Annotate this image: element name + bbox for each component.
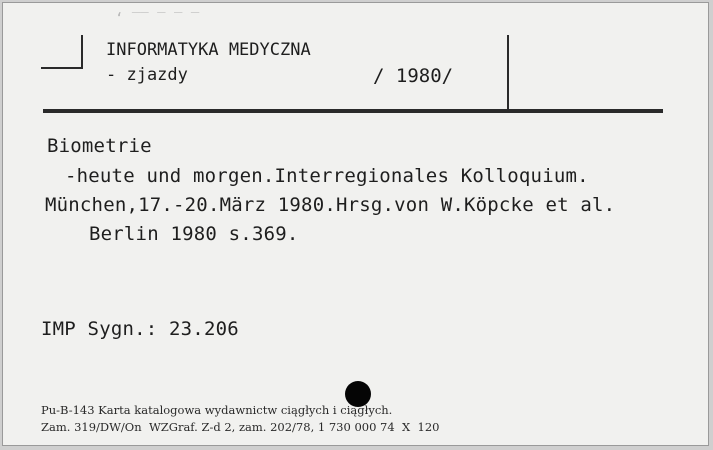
header-title: INFORMATYKA MEDYCZNA (106, 40, 311, 60)
header-year: / 1980/ (373, 65, 454, 87)
catalog-card (2, 2, 709, 446)
header-subtitle: - zjazdy (106, 65, 188, 85)
footer-line-1: Pu-B-143 Karta katalogowa wydawnictw ciągłych i ciągłych. (41, 403, 393, 417)
ghost-marks: ‘ ‾‾ ‾ ‾ ‾ (115, 11, 200, 27)
header-bottom-rule (43, 109, 663, 113)
header-left-vline (81, 35, 83, 69)
entry-line-3: München,17.-20.März 1980.Hrsg.von W.Köpcke et al. (45, 194, 616, 216)
header-right-vline (507, 35, 509, 109)
entry-line-2: -heute und morgen.Interregionales Kolloquium. (65, 165, 589, 187)
header-left-rule (41, 67, 81, 69)
entry-line-4: Berlin 1980 s.369. (89, 223, 299, 245)
signature: IMP Sygn.: 23.206 (41, 318, 239, 340)
footer-line-2: Zam. 319/DW/On WZGraf. Z-d 2, zam. 202/78, 1 730 000 74 X 120 (41, 420, 440, 434)
entry-line-1: Biometrie (47, 135, 152, 157)
